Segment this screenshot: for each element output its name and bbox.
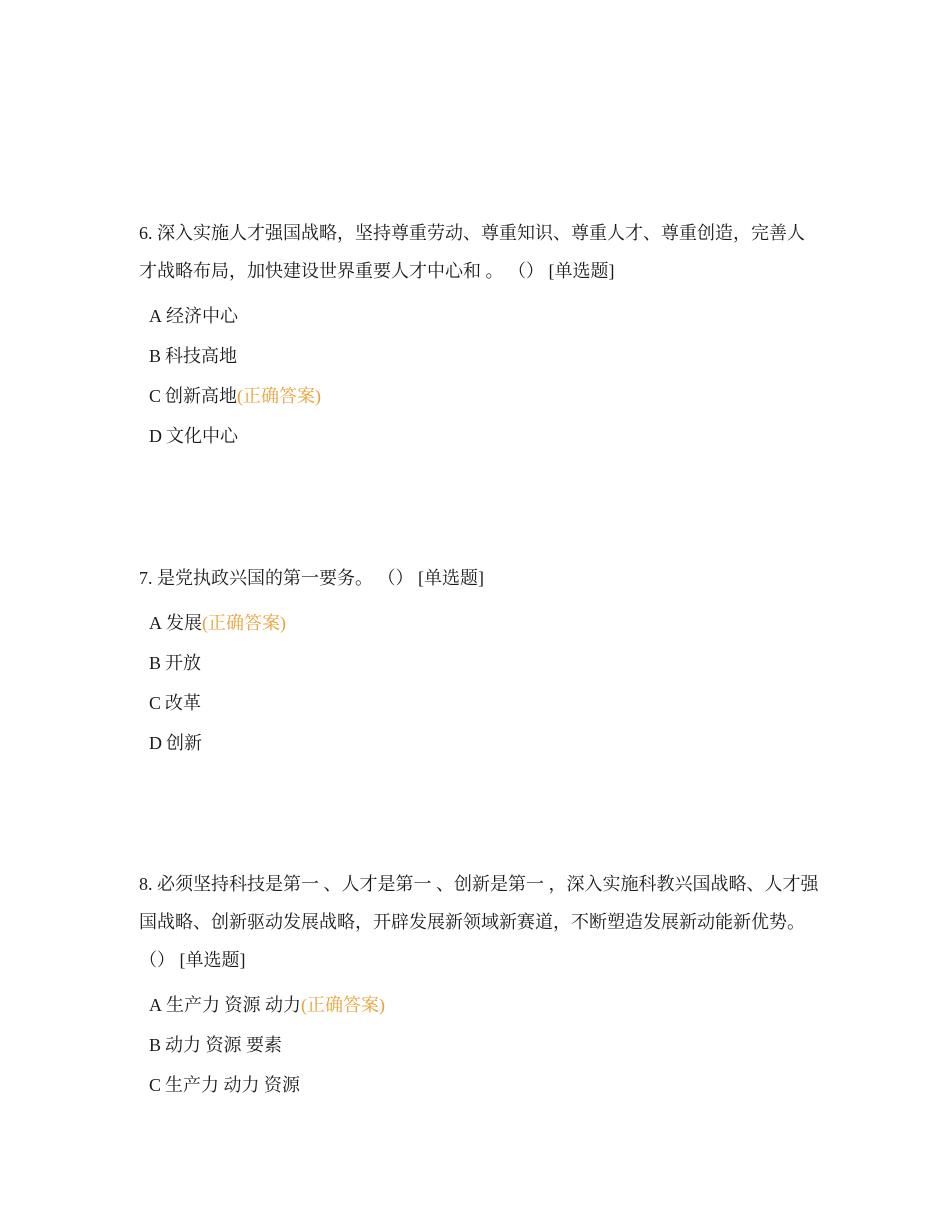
option-list <box>139 296 819 456</box>
option-c[interactable] <box>139 683 819 723</box>
option-letter: C <box>149 693 162 713</box>
option-text: 创新 <box>166 733 202 753</box>
option-a[interactable] <box>139 603 819 643</box>
option-b[interactable] <box>139 1025 819 1065</box>
option-list <box>139 985 819 1105</box>
question-stem: 6. 深入实施人才强国战略，坚持尊重劳动、尊重知识、尊重人才、尊重创造，完善人才战略布局，加快建设世界重要人才中心和 。 （） [单选题] <box>139 223 805 281</box>
correct-answer-label: (正确答案) <box>202 613 286 633</box>
question-7 <box>139 559 819 763</box>
option-c[interactable] <box>139 376 819 416</box>
question-stem: 8. 必须坚持科技是第一 、人才是第一 、创新是第一 ，深入实施科教兴国战略、人才强国战略、创新驱动发展战略，开辟发展新领域新赛道，不断塑造发展新动能新优势。 （） [单选题] <box>139 874 819 970</box>
option-text: 经济中心 <box>166 306 238 326</box>
option-d[interactable] <box>139 723 819 763</box>
option-text: 改革 <box>165 693 202 713</box>
option-text: 动力 资源 要素 <box>165 1035 283 1055</box>
option-c[interactable] <box>139 1065 819 1105</box>
option-b[interactable] <box>139 643 819 683</box>
question-stem: 7. 是党执政兴国的第一要务。 （） [单选题] <box>139 568 484 588</box>
option-letter: B <box>149 653 162 673</box>
question-6 <box>139 214 819 456</box>
question-8 <box>139 865 819 1105</box>
option-letter: B <box>149 346 162 366</box>
option-letter: A <box>149 306 162 326</box>
option-letter: C <box>149 386 162 406</box>
option-letter: D <box>149 733 162 753</box>
correct-answer-label: (正确答案) <box>301 995 385 1015</box>
option-text: 开放 <box>165 653 202 673</box>
option-a[interactable] <box>139 296 819 336</box>
option-text: 科技高地 <box>165 346 238 366</box>
option-letter: C <box>149 1075 162 1095</box>
option-a[interactable] <box>139 985 819 1025</box>
option-text: 文化中心 <box>166 426 238 446</box>
option-text: 创新高地 <box>165 386 238 406</box>
option-list <box>139 603 819 763</box>
option-text: 发展 <box>166 613 202 633</box>
option-text: 生产力 资源 动力 <box>166 995 301 1015</box>
option-letter: D <box>149 426 162 446</box>
option-b[interactable] <box>139 336 819 376</box>
option-letter: A <box>149 995 162 1015</box>
option-text: 生产力 动力 资源 <box>165 1075 301 1095</box>
option-letter: A <box>149 613 162 633</box>
correct-answer-label: (正确答案) <box>237 386 322 406</box>
option-d[interactable] <box>139 416 819 456</box>
option-letter: B <box>149 1035 162 1055</box>
